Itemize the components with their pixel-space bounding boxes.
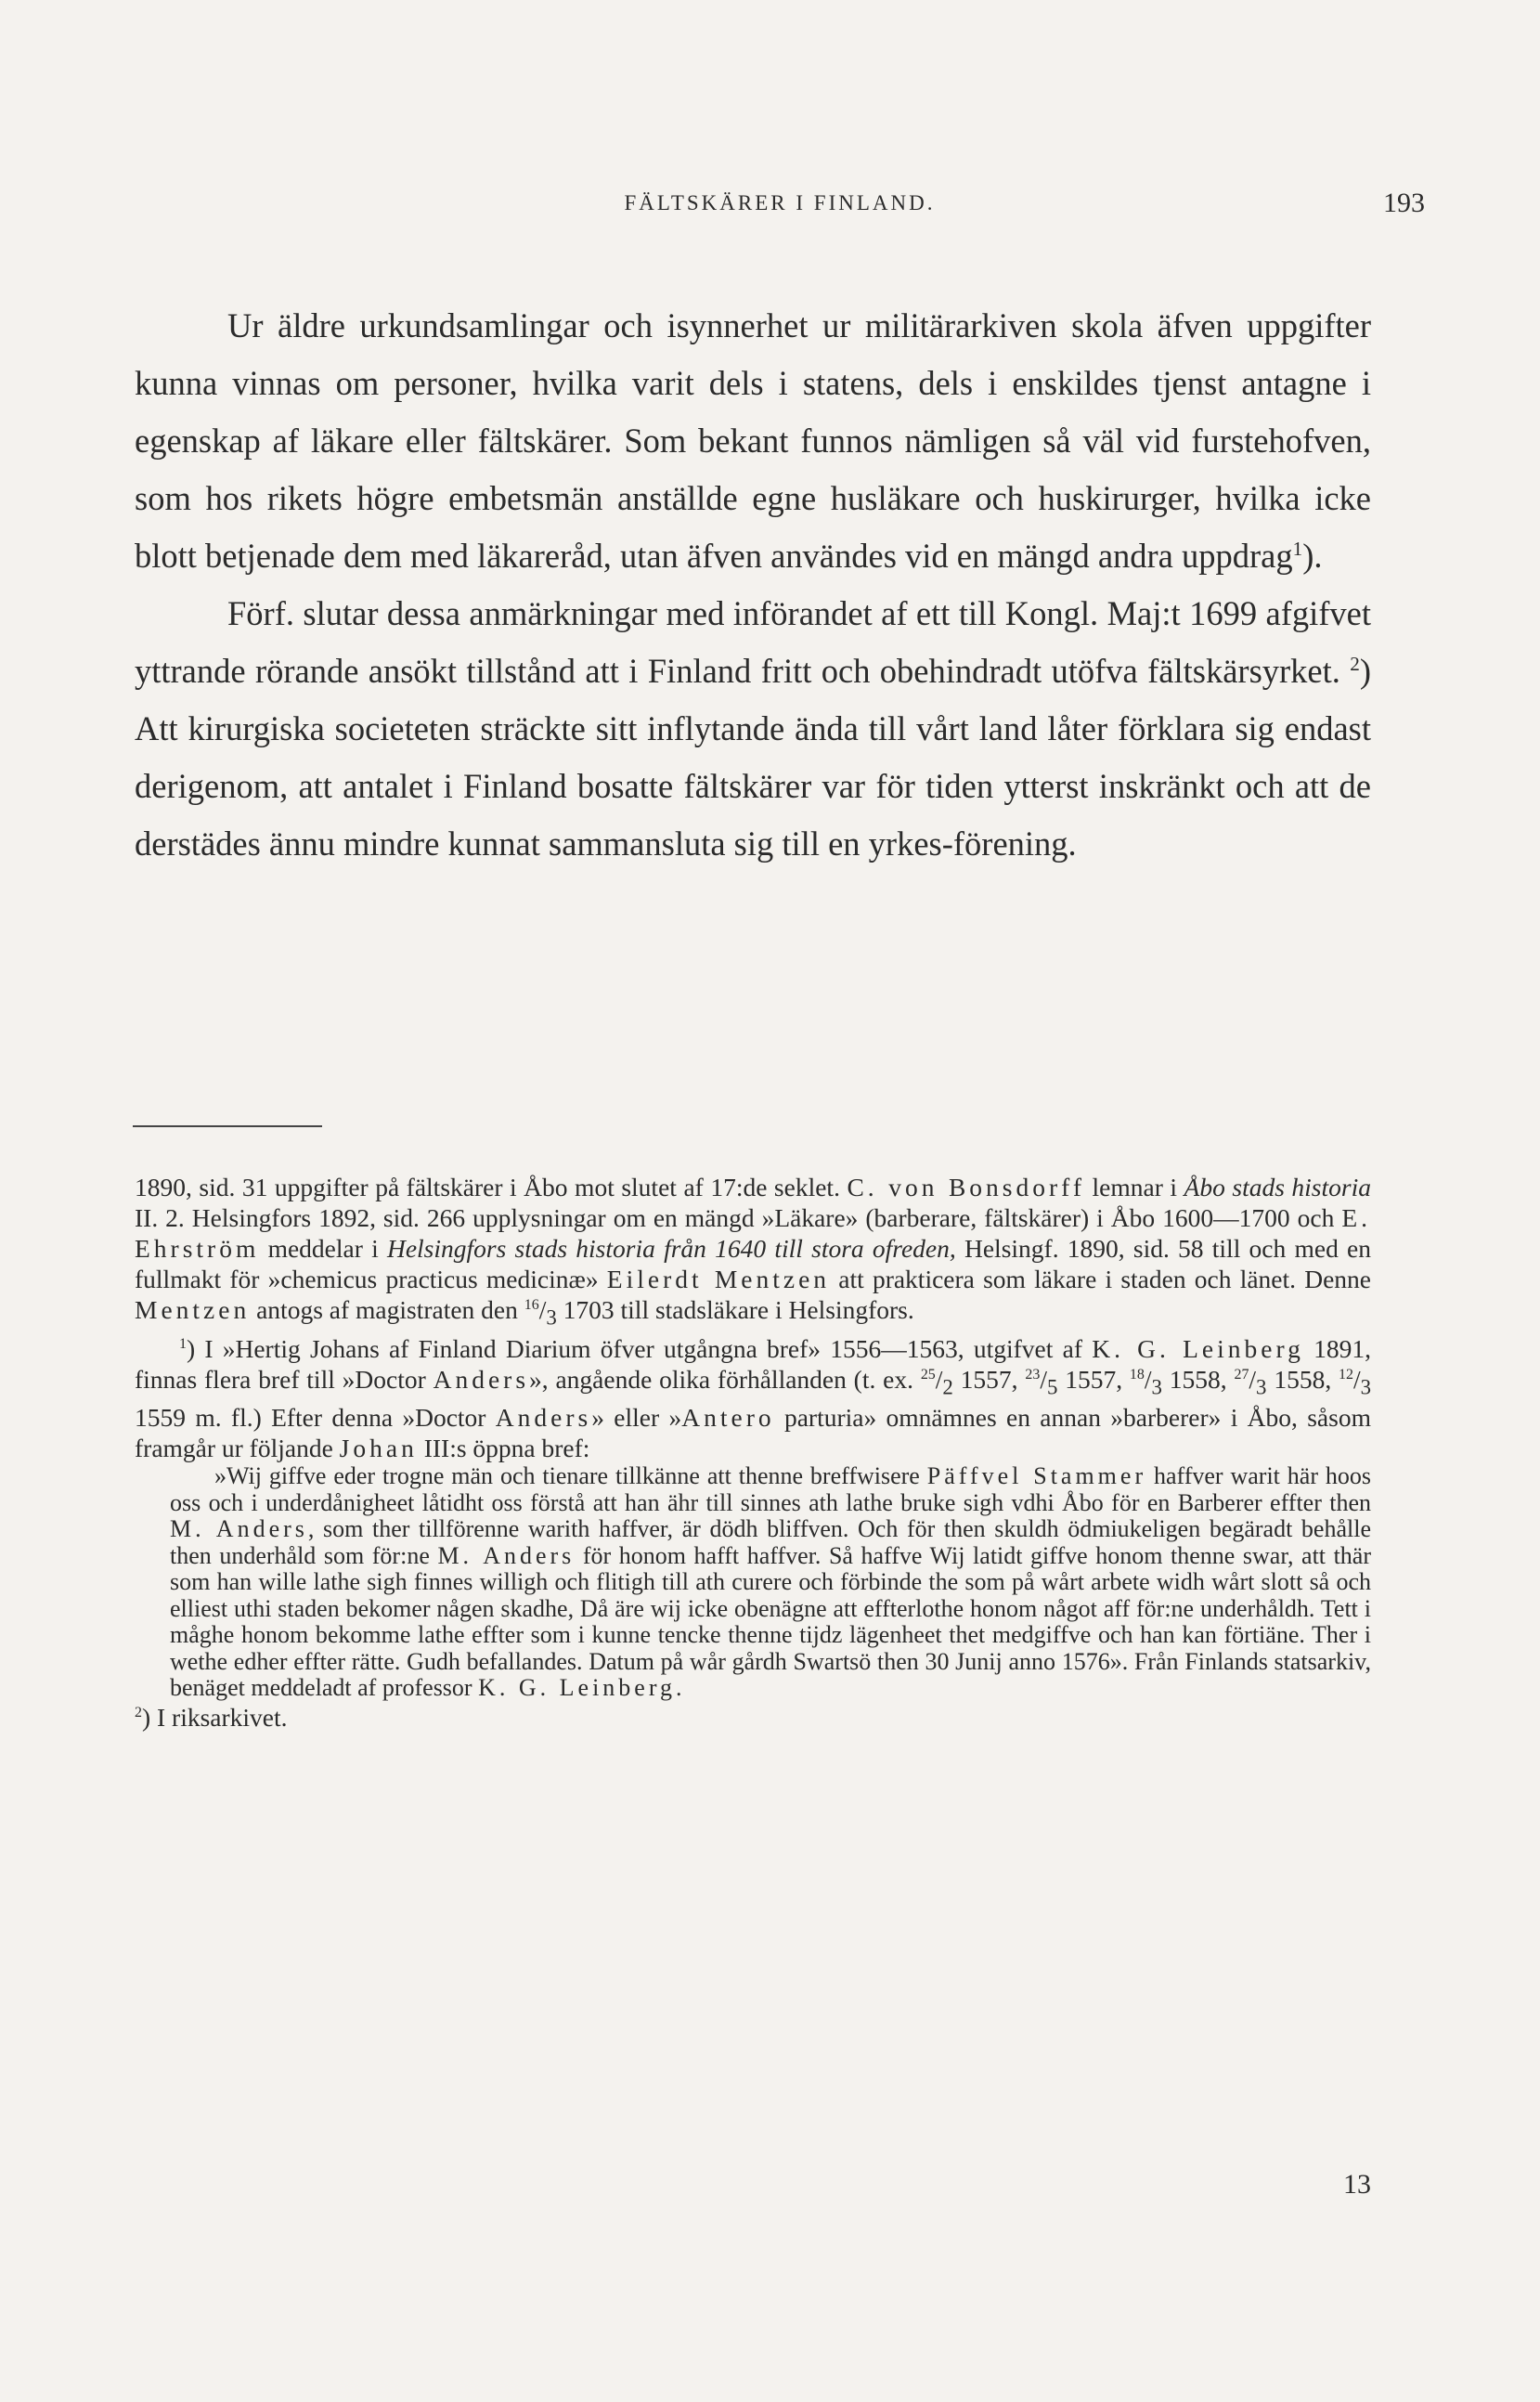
footnote-ref-2: 2 xyxy=(1350,652,1360,675)
signature-mark: 13 xyxy=(1343,2169,1371,2200)
footnote-2: $^2$) I riksarkivet. xyxy=(135,1702,288,1732)
footnote-ref-1: 1 xyxy=(1292,537,1303,560)
running-head xyxy=(135,188,1425,225)
footnote-rule xyxy=(133,1125,322,1127)
footnote-1: $^1$) I »Hertig Johans af Finland Diarium öfver utgångna bref» 1556—1563, utgifvet af K. G. Leinberg 1891, finnas flera bref till »Doctor Anders», angående olika förhållanden (t. ex. $^{25}/_2$ 1557, $^{23}/_5$ 1557, $^{18}/_3$ 1558, $^{27}/_3$ 1558, $^{12}/_3$ 1559 m. fl.) Efter denna »Doctor Anders» eller »Antero parturia» omnämnes en annan »barberer» i Åbo, såsom framgår ur följande Johan III:s öppna bref: xyxy=(135,1333,1372,1462)
page-number: 193 xyxy=(1383,188,1425,218)
paragraph-1: Ur äldre urkundsamlingar och isynnerhet ur militärarkiven skola äfven uppgifter kunna vinnas om personer, hvilka varit dels i statens, dels i enskildes tjenst antagne i egenskap af läkare eller fältskärer. Som bekant funnos nämligen så väl vid furstehofven, som hos rikets högre embetsmän anställde egne husläkare och huskirurger, hvilka icke blott betjenade dem med läkareråd, utan äfven användes vid en mängd andra uppdrag$^1$). xyxy=(135,306,1371,575)
paragraph-2: Förf. slutar dessa anmärkningar med införandet af ett till Kongl. Maj:t 1699 afgifvet yttrande rörande ansökt tillstånd att i Finland fritt och obehindradt utöfva fältskärsyrket. $^2$) Att kirurgiska societeten sträckte sitt inflytande ända till vårt land låter förklara sig endast derigenom, att antalet i Finland bosatte fältskärer var för tiden ytterst inskränkt och att de derstädes ännu mindre kunnat sammansluta sig till en yrkes-förening. xyxy=(135,594,1372,863)
main-text xyxy=(135,297,1371,873)
footnotes xyxy=(135,1172,1371,1733)
quoted-letter: »Wij giffve eder trogne män och tienare tillkänne att thenne breffwisere Päffvel Stammer haffver warit här hoos oss och i underdånigheet låtidht oss förstå att han ähr till sinnes ath lathe bruke sigh vdhi Åbo för en Barberer effter then M. Anders, som ther tillförenne warith haffver, är dödh bliffven. Och för then skuldh ödmiukeligen begäradt behålle then underhåld som för:ne M. Anders för honom hafft haffver. Så haffve Wij latidt giffve honom thenne swar, att thär som han wille lathe sigh finnes willigh och flitigh till ath curere och förbinde the som på wårt arbete widh wårt slott så och elliest uthi staden bekomer någen skadhe, Då äre wij icke obenägne att effterlothe honom något aff för:ne underhåldh. Tett i måghe honom bekomme lathe effter som i kunne tencke thenne tijdz lägenheet thet medgiffve och han kan förtiäne. Ther i wethe edher effter rätte. Gudh befallandes. Datum på wår gårdh Swartsö then 30 Junij anno 1576». Från Finlands statsarkiv, benäget meddeladt af professor K. G. Leinberg. xyxy=(170,1462,1372,1701)
footnote-continued: 1890, sid. 31 uppgifter på fältskärer i Åbo mot slutet af 17:de seklet. C. von Bonsdorff lemnar i Åbo stads historia II. 2. Helsingfors 1892, sid. 266 upplysningar om en mängd »Läkare» (barberare, fältskärer) i Åbo 1600—1700 och E. Ehrström meddelar i Helsingfors stads historia från 1640 till stora ofreden, Helsingf. 1890, sid. 58 till och med en fullmakt för »chemicus practicus medicinæ» Eilerdt Mentzen att prakticera som läkare i staden och länet. Denne Mentzen antogs af magistraten den $^{16}/_3$ 1703 till stadsläkare i Helsingfors. xyxy=(135,1173,1371,1330)
running-title: FÄLTSKÄRER I FINLAND. xyxy=(624,191,936,214)
